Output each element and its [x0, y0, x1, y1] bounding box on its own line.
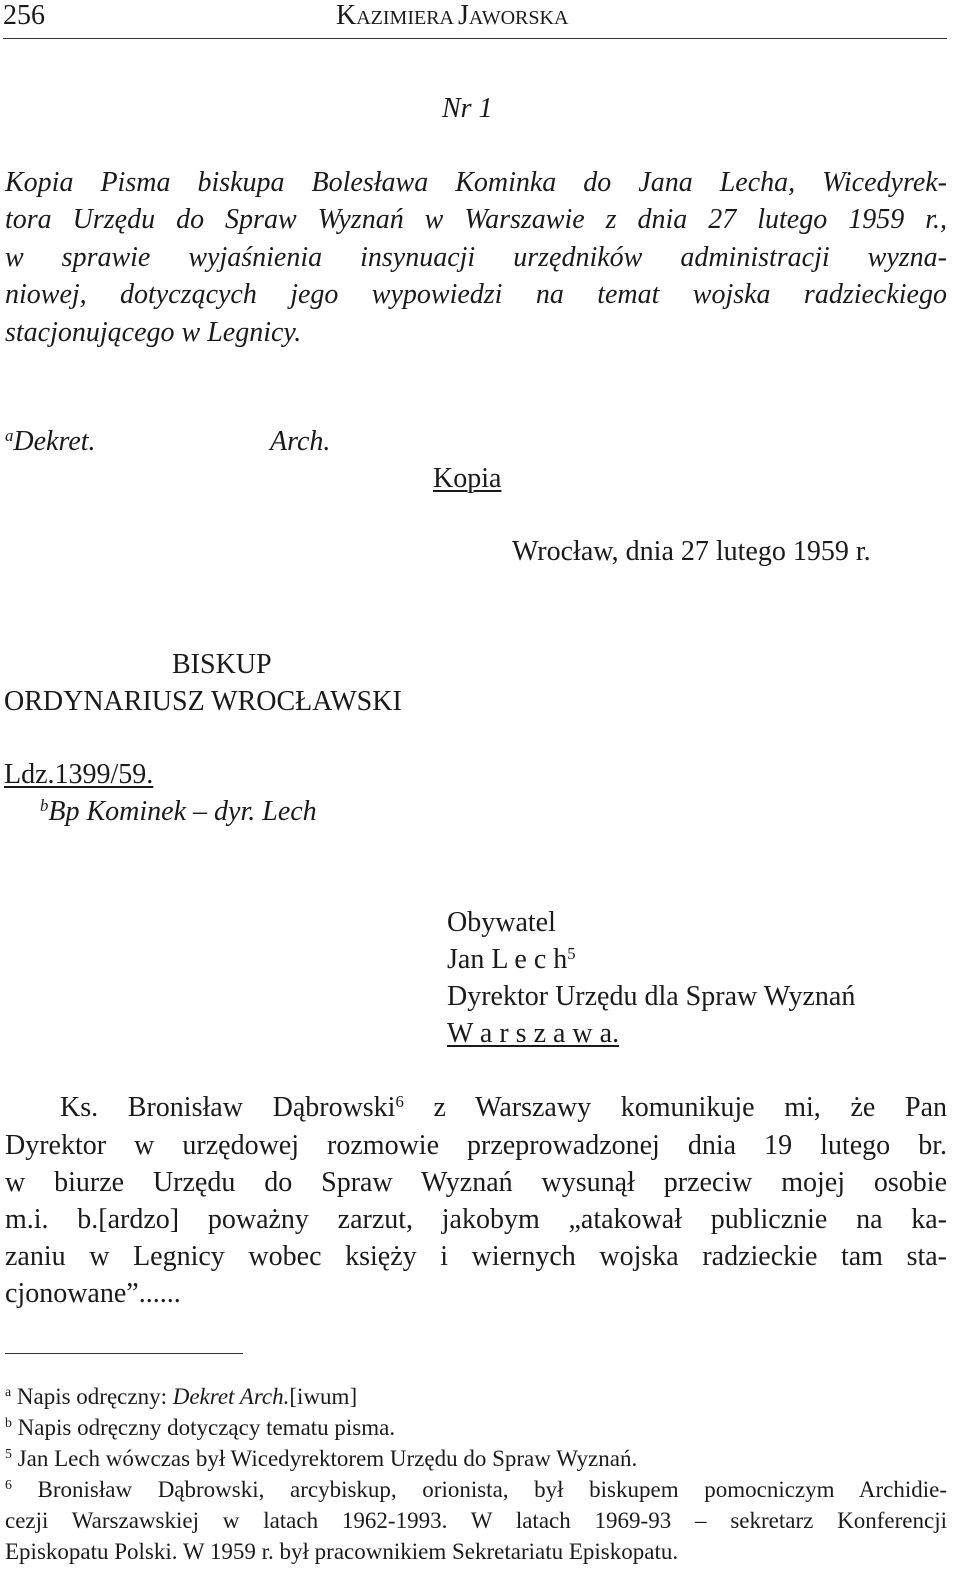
- footnote-a-mark: a: [5, 1384, 12, 1400]
- addressee-name: [447, 944, 576, 976]
- author-last-name: Jaworska: [457, 0, 569, 31]
- footnote-6-mark: 6: [5, 1477, 12, 1493]
- footnote-a: [5, 1384, 357, 1410]
- footnote-b-mark: b: [5, 1415, 12, 1431]
- footnote-5-text: Jan Lech wówczas był Wicedyrektorem Urzędu do Spraw Wyznań.: [17, 1446, 638, 1471]
- regest-line-3: w sprawie wyjaśnienia insynuacji urzędników administracji wyzna-: [5, 242, 947, 273]
- footnote-6-text-1: Bronisław Dąbrowski, arcybiskup, orionista, był biskupem pomocniczym Archidie-: [37, 1477, 947, 1502]
- header-rule: [3, 38, 947, 39]
- footnote-mark-a: a: [5, 425, 14, 445]
- body-line-1-start: Ks. Bronisław Dąbrowski: [60, 1092, 396, 1123]
- body-line-4: m.i. b.[ardzo] poważny zarzut, jakobym „atakował publicznie na ka-: [5, 1204, 947, 1235]
- body-line-3: w biurze Urzędu do Spraw Wyznań wysunął przeciw mojej osobie: [5, 1167, 947, 1198]
- footnote-a-prefix: Napis odręczny:: [16, 1384, 173, 1409]
- document-number: Nr 1: [442, 93, 493, 124]
- regest-line-1: Kopia Pisma biskupa Bolesława Kominka do Jana Lecha, Wicedyrek-: [5, 167, 947, 198]
- page-number: 256: [3, 0, 45, 31]
- body-line-5: zaniu w Legnicy wobec księży i wiernych wojska radzieckie tam sta-: [5, 1241, 947, 1272]
- annotation-a-text1: Dekret.: [13, 426, 96, 457]
- regest-line-4: niowej, dotyczących jego wypowiedzi na temat wojska radzieckiego: [5, 279, 947, 310]
- footnote-6-line-2: cezji Warszawskiej w latach 1962-1993. W latach 1969-93 – sekretarz Konferencji: [5, 1508, 947, 1533]
- footnote-5: [5, 1446, 637, 1472]
- addressee-last-name: L e c h: [491, 944, 568, 975]
- annotation-b: [40, 796, 317, 828]
- place-date: Wrocław, dnia 27 lutego 1959 r.: [512, 536, 871, 567]
- footnote-a-suffix: [iwum]: [289, 1384, 358, 1409]
- addressee-first-name: Jan: [447, 944, 492, 975]
- footnote-a-italic: Dekret Arch.: [172, 1384, 290, 1409]
- addressee-city: W a r s z a w a.: [447, 1018, 620, 1049]
- footnote-mark-b: b: [40, 795, 49, 815]
- body-line-1: [60, 1092, 947, 1124]
- footnote-b-text: Napis odręczny dotyczący tematu pisma.: [17, 1415, 396, 1440]
- regest-line-2: tora Urzędu do Spraw Wyznań w Warszawie z dnia 27 lutego 1959 r.,: [5, 204, 947, 235]
- body-line-2: Dyrektor w urzędowej rozmowie przeprowadzonej dnia 19 lutego br.: [5, 1130, 947, 1161]
- author-first-name: Kazimiera: [336, 0, 454, 31]
- footnote-6-line-3: Episkopatu Polski. W 1959 r. był pracownikiem Sekretariatu Episkopatu.: [5, 1539, 679, 1564]
- annotation-a: [5, 426, 96, 458]
- footnote-rule: [5, 1353, 243, 1354]
- footnote-6-line-1: [5, 1477, 947, 1503]
- footnote-ref-6: 6: [395, 1091, 404, 1111]
- body-line-1-end: z Warszawy komunikuje mi, że Pan: [403, 1092, 947, 1123]
- footnote-b: [5, 1415, 395, 1441]
- regest-line-5: stacjonującego w Legnicy.: [5, 317, 302, 348]
- body-line-6: cjonowane”......: [5, 1278, 181, 1309]
- annotation-a-arch: Arch.: [270, 426, 331, 457]
- addressee-line-1: Obywatel: [447, 907, 556, 938]
- running-head-author: [336, 0, 568, 32]
- kopia-label: Kopia: [433, 463, 502, 494]
- annotation-b-text: Bp Kominek – dyr. Lech: [48, 796, 317, 827]
- footnote-5-mark: 5: [5, 1446, 12, 1462]
- reference-number: Ldz.1399/59.: [4, 759, 154, 790]
- addressee-line-3: Dyrektor Urzędu dla Spraw Wyznań: [447, 981, 856, 1012]
- sender-title: BISKUP: [172, 649, 272, 680]
- sender-office: ORDYNARIUSZ WROCŁAWSKI: [4, 686, 402, 717]
- footnote-ref-5: 5: [567, 943, 576, 963]
